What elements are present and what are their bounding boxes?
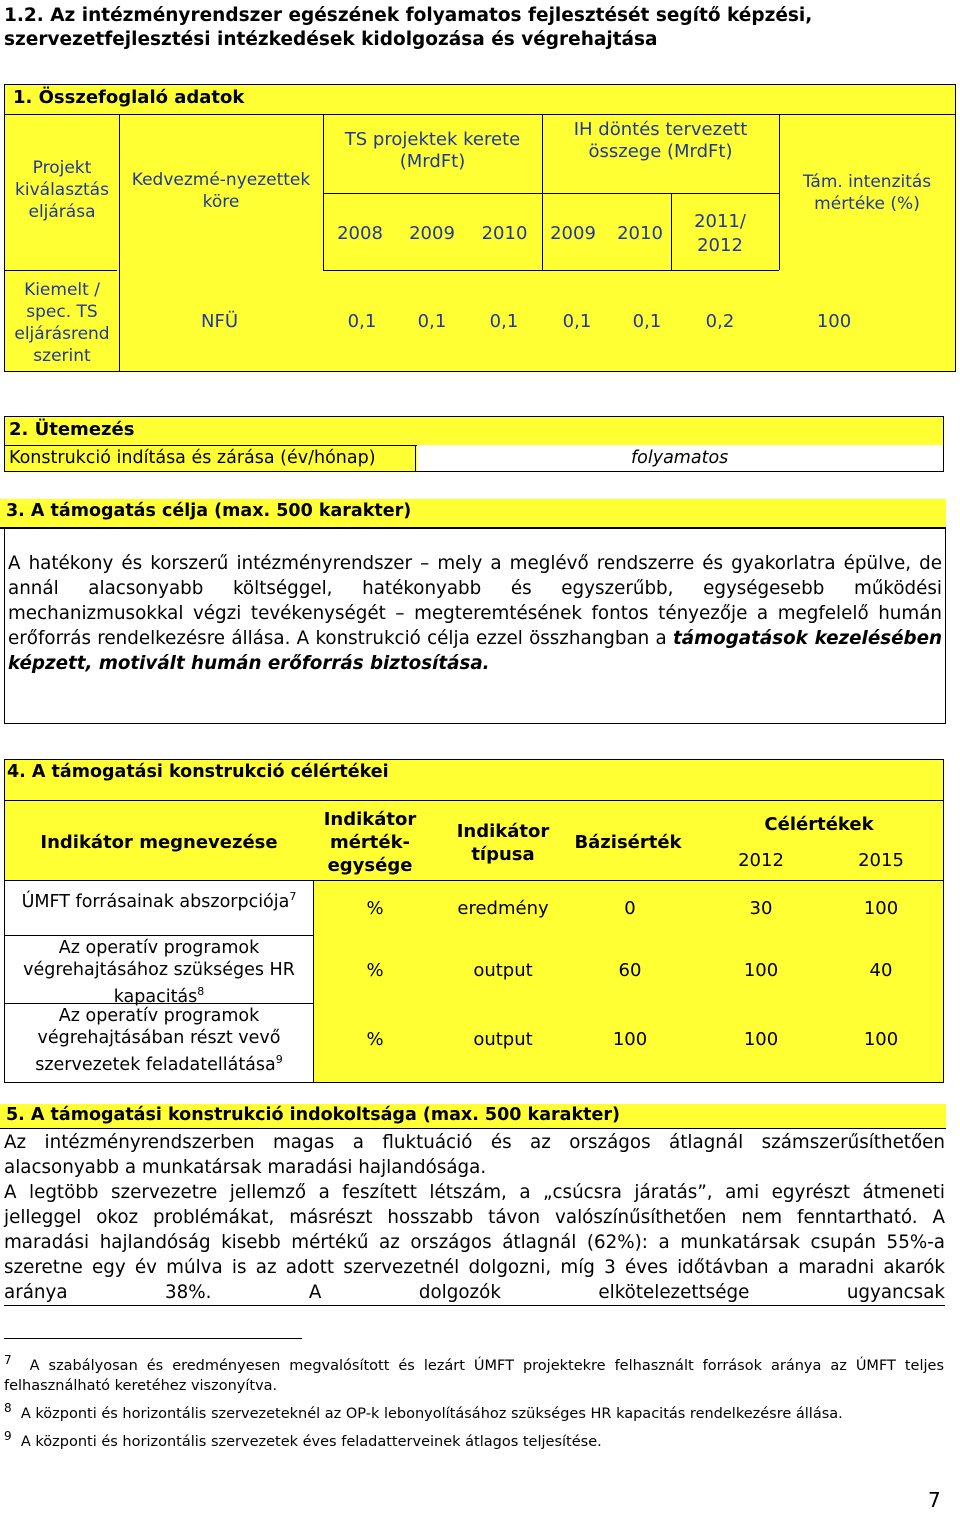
targets-row-3-base: 100 — [612, 1029, 648, 1050]
targets-hline-top — [4, 800, 944, 801]
col-ts-label: TS projektek kerete (MrdFt) — [344, 129, 521, 172]
row-value-2010: 0,1 — [489, 311, 519, 332]
summary-box — [4, 84, 956, 372]
targets-row-1-2012: 30 — [749, 898, 773, 919]
section-title-line2: szervezetfejlesztési intézkedések kidolgozása és végrehajtása — [4, 29, 658, 50]
targets-row-2-name: Az operatív programok végrehajtásához szükséges HR kapacitás$^8$ — [5, 937, 313, 1004]
goal-text-bold: támogatások kezelésében képzett, motivált humán erőforrás biztosítása. — [8, 628, 942, 674]
targets-row-2-unit: % — [366, 960, 384, 981]
footnote-7: $^7$ A szabályosan és eredményesen megvalósított és lezárt ÚMFT projektekre felhasznált források aránya az ÚMFT teljes felhasználható keretéhez viszonyítva. — [4, 1353, 945, 1394]
row-beneficiary: NFÜ — [201, 311, 238, 332]
row-value-ih-2010: 0,1 — [632, 311, 662, 332]
targets-header-type: Indikátor típusa — [456, 821, 550, 865]
summary-vline-4 — [671, 193, 672, 270]
targets-header-2015: 2015 — [858, 850, 904, 871]
targets-row-1-type: eredmény — [457, 898, 549, 919]
targets-row-3-2012: 100 — [743, 1029, 779, 1050]
col-ih-label: IH döntés tervezett összege (MrdFt) — [573, 119, 748, 162]
targets-header-unit: Indikátor mérték-egysége — [323, 809, 417, 876]
year-2009: 2009 — [409, 223, 455, 244]
summary-heading: 1. Összefoglaló adatok — [13, 87, 245, 108]
summary-hline-2 — [4, 270, 117, 271]
targets-row-1-name: ÚMFT forrásainak abszorpciója$^7$ — [5, 885, 313, 936]
targets-row-3-type: output — [473, 1029, 533, 1050]
goal-heading: 3. A támogatás célja (max. 500 karakter) — [6, 501, 412, 521]
section-title-line1: 1.2. Az intézményrendszer egészének folyamatos fejlesztését segítő képzési, — [4, 5, 813, 26]
targets-row-2-2012: 100 — [743, 960, 779, 981]
year-ih-2010: 2010 — [617, 223, 663, 244]
justification-para2: A legtöbb szervezetre jellemző a feszített létszám, a „csúcsra járatás”, ami egyrészt átmeneti jelleggel okoz problémákat, másrészt hosszabb távon valószínűsíthetően nem fenntartható. A maradási hajlandóság kisebb mértékű az országos átlagnál (62%): a munkatársak csupán 55%-a szeretne egy év múlva is az adott szervezetnél dolgozni, míg 3 éves időtávban a maradni akarók aránya 38%. A dolgozók elkötelezettsége ugyancsak — [4, 1182, 945, 1303]
col-projekt-label: Projekt kiválasztás eljárása — [15, 158, 109, 222]
goal-heading-bar — [0, 499, 946, 529]
schedule-heading: 2. Ütemezés — [9, 419, 135, 440]
schedule-vline — [415, 445, 416, 471]
footnote-9: $^9$ A központi és horizontális szervezetek éves feladatterveinek átlagos teljesítése. — [4, 1428, 602, 1450]
justification-para1: Az intézményrendszerben magas a fluktuáció és az országos átlagnál számszerűsíthetően alacsonyabb a munkatársak maradási hajlandósága. — [4, 1132, 945, 1178]
summary-vline-1 — [119, 114, 120, 371]
schedule-value: folyamatos — [631, 448, 729, 468]
year-2010: 2010 — [481, 223, 528, 244]
goal-text-plain: A hatékony és korszerű intézményrendszer – mely a meglévő rendszerre és gyakorlatra épülve, de annál alacsonyabb költséggel, hatékonyabb és egyszerűbb, egységesebb működési mechanizmusokkal végzi tevékenységét – megteremtésének fontos tényezője a megfelelő humán erőforrás rendelkezésre állása. A konstrukció célja ezzel összhangban a — [8, 553, 942, 649]
targets-header-target: Célértékek — [764, 814, 874, 835]
page-number: 7 — [928, 1488, 941, 1512]
targets-name-column — [5, 881, 314, 1082]
summary-hline-3 — [323, 193, 779, 194]
targets-row-2-base: 60 — [618, 960, 642, 981]
row-value-2008: 0,1 — [347, 311, 377, 332]
targets-row-2-type: output — [473, 960, 533, 981]
targets-heading: 4. A támogatási konstrukció célértékei — [7, 762, 389, 782]
footnote-8: $^8$ A központi és horizontális szervezeteknél az OP-k lebonyolításához szükséges HR kapacitás rendelkezésre állása. — [4, 1400, 843, 1422]
justification-heading-bar — [0, 1104, 946, 1129]
targets-row-1-2015: 100 — [863, 898, 899, 919]
targets-header-name: Indikátor megnevezése — [40, 832, 278, 853]
schedule-box — [4, 416, 944, 472]
year-2008: 2008 — [337, 223, 383, 244]
row-value-ih-2011: 0,2 — [705, 311, 735, 332]
row-value-ih-2009: 0,1 — [562, 311, 592, 332]
footnote-separator — [4, 1338, 302, 1339]
row-label: Kiemelt / spec. TS eljárásrend szerint — [14, 280, 110, 366]
targets-row-1-unit: % — [366, 898, 384, 919]
goal-text — [8, 551, 942, 676]
justification-body — [4, 1130, 945, 1306]
targets-header-base: Bázisérték — [574, 832, 682, 853]
summary-hline-1 — [4, 114, 956, 115]
year-ih-2011-2012: 2011/ 2012 — [694, 211, 746, 256]
justification-heading: 5. A támogatási konstrukció indokoltsága (max. 500 karakter) — [6, 1105, 620, 1125]
col-tam-label: Tám. intenzitás mértéke (%) — [802, 172, 932, 214]
targets-row-3-name: Az operatív programok végrehajtásában részt vevő szervezetek feladatellátása$^9$ — [35, 1006, 283, 1075]
summary-hline-4 — [323, 270, 779, 271]
targets-row-1-base: 0 — [624, 898, 636, 919]
year-ih-2009: 2009 — [550, 223, 596, 244]
schedule-label: Konstrukció indítása és zárása (év/hónap) — [9, 448, 376, 468]
targets-box — [4, 759, 944, 1083]
targets-row-3-2015: 100 — [863, 1029, 899, 1050]
targets-row-3-unit: % — [366, 1029, 384, 1050]
col-kedvezm-label: Kedvezmé-nyezettek köre — [131, 170, 311, 212]
targets-header-2012: 2012 — [738, 850, 784, 871]
schedule-value-cell — [417, 445, 943, 471]
row-value-2009: 0,1 — [417, 311, 447, 332]
targets-row-2-2015: 40 — [869, 960, 893, 981]
footnotes — [4, 1350, 944, 1451]
row-intensity: 100 — [816, 311, 852, 332]
section-title — [4, 4, 956, 52]
goal-box — [4, 528, 946, 724]
